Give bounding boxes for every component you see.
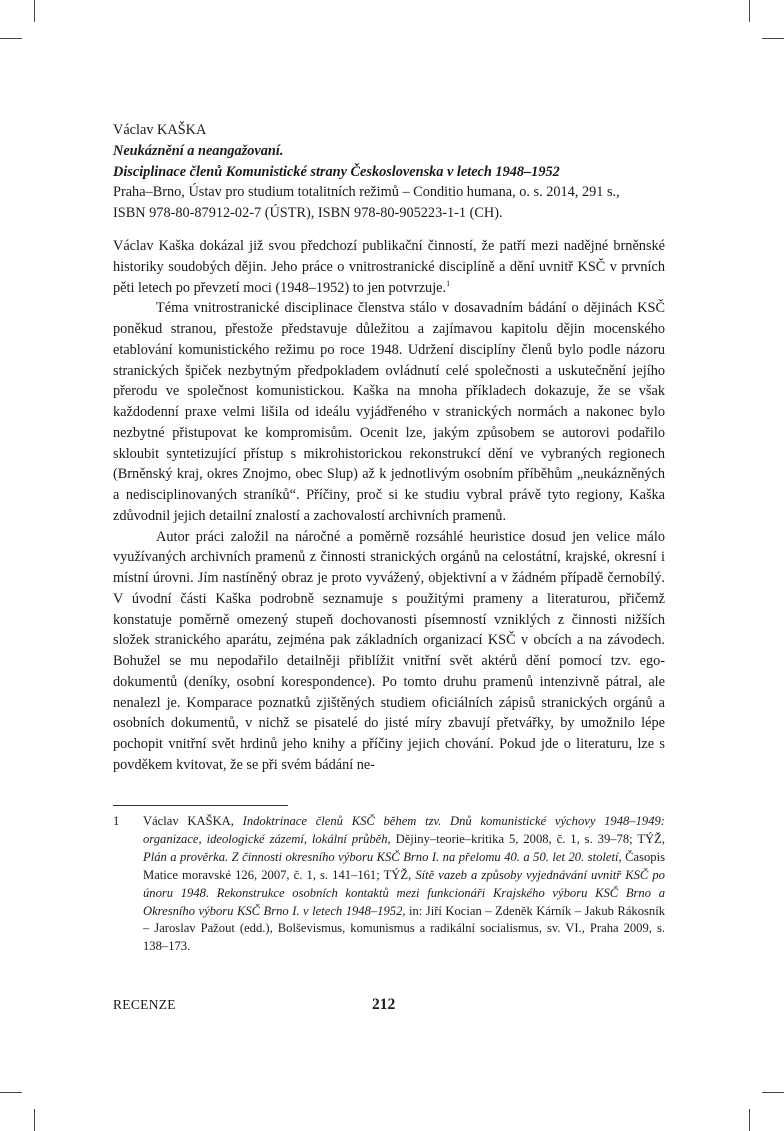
crop-mark bbox=[749, 1109, 750, 1131]
footnote-title: Sítě vazeb a způsoby vyjednávání uvnitř KSČ po únoru 1948. Rekonstrukce osobních kontaktů mezi funkcionáři Krajského výboru KSČ Brno a Okresního výboru KSČ Brno I. v letech 1948–1952 bbox=[143, 867, 665, 918]
footnote-number: 1 bbox=[113, 814, 120, 828]
page-number: 212 bbox=[372, 996, 396, 1013]
book-subtitle: Disciplinace členů Komunistické strany Československa v letech 1948–1952 bbox=[113, 163, 560, 180]
footnote-title: Indoktrinace členů KSČ během tzv. Dnů komunistické výchovy 1948–1949: organizace, ideologické zázemí, lokální průběh bbox=[143, 814, 666, 846]
paragraph: Autor práci založil na náročné a poměrně rozsáhlé heuristice dosud jen velice málo využívaných archivních pramenů z činnosti stranických orgánů na celostátní, krajské, okresní i místní úrovni. Jím nastíněný obraz je proto vyvážený, objektivní a v žádném případě černobílý. V úvodní části Kaška podrobně seznamuje s použitými prameny a literaturou, přičemž konstatuje poměrně omezený stupeň dochovanosti písemností vzniklých z činnosti nižších složek stranického aparátu, zejména pak základních organizací KSČ v obcích a na závodech. Bohužel se mu nepodařilo detailněji přiblížit vnitřní svět aktérů dění pomocí tzv. ego-dokumentů (deníky, osobní korespondence). Po tomto druhu pramenů intenzivně pátral, ale nenalezl je. Komparace poznatků zjištěných studiem oficiálních zápisů stranických orgánů a osobních dokumentů, v nichž se pisatelé do jisté míry zbavují přetvářky, by umožnilo lépe pochopit vnitřní svět hrdinů jeho knihy a příčiny jejich chování. Pokud jde o literaturu, lze s povděkem kvitovat, že se při svém bádání ne- bbox=[113, 528, 665, 773]
paragraph: Téma vnitrostranické disciplinace členstva stálo v dosavadním bádání o dějinách KSČ poněkud stranou, přestože představuje důležitou a zajímavou kapitolu dějin mocenského etablování komunistického režimu po roce 1948. Udržení disciplíny členů bylo podle názoru stranických špiček nezbytným předpokladem ovládnutí celé společnosti a uskutečnění jejího přerodu ve společnost komunistickou. Kaška na mnoha příkladech dokazuje, že se však každodenní praxe velmi lišila od ideálu vyjádřeného v stranických normách a nakonec bylo nezbytné přistupovat ke kompromisům. Ocenit lze, jakým způsobem se autorovi podařilo skloubit syntetizující přístup s mikrohistorickou rekonstrukcí dění ve vybraných regionech (Brněnský kraj, okres Znojmo, obec Slup) až k jednotlivým osobním příběhům „neukázněných a nedisciplinovaných straníků“. Příčiny, proč si ke studiu vybral právě tyto regiony, Kaška zdůvodnil jejich detailní znalostí a zachovalostí archivních pramenů. bbox=[113, 300, 665, 524]
crop-mark bbox=[762, 38, 784, 39]
crop-mark bbox=[749, 0, 750, 22]
paragraph bbox=[113, 236, 665, 298]
isbn-info: ISBN 978-80-87912-02-7 (ÚSTR), ISBN 978-80-905223-1-1 (CH). bbox=[113, 205, 503, 222]
footnote-segment: , Časopis Matice moravské 126, 2007, č. 1, s. 141–161; TÝŽ, bbox=[143, 849, 665, 882]
crop-mark bbox=[0, 1092, 22, 1093]
crop-mark bbox=[762, 1092, 784, 1093]
book-title: Neukáznění a neangažovaní. bbox=[113, 142, 284, 159]
footnote-segment: Václav KAŠKA, bbox=[143, 814, 243, 828]
review-header bbox=[113, 120, 665, 224]
crop-mark bbox=[34, 1109, 35, 1131]
footnote-segment: , Dějiny–teorie–kritika 5, 2008, č. 1, s. 39–78; TÝŽ, bbox=[387, 831, 665, 846]
review-body bbox=[113, 236, 665, 776]
section-label: RECENZE bbox=[113, 997, 176, 1012]
footnote-ref[interactable]: 1 bbox=[446, 278, 451, 288]
footnote-text bbox=[143, 813, 665, 956]
publication-info: Praha–Brno, Ústav pro studium totalitních režimů – Conditio humana, o. s. 2014, 291 s., bbox=[113, 184, 620, 201]
footnote-divider bbox=[113, 805, 288, 806]
crop-mark bbox=[0, 38, 22, 39]
footnote bbox=[113, 813, 665, 956]
paragraph-text: Václav Kaška dokázal již svou předchozí publikační činností, že patří mezi nadějné brněnské historiky soudobých dějin. Jeho práce o vnitrostranické disciplíně a dění uvnitř KSČ v prvních pěti letech po převzetí moci (1948–1952) to jen potvrzuje. bbox=[113, 238, 665, 296]
footnote-title: Plán a prověrka. Z činnosti okresního výboru KSČ Brno I. na přelomu 40. a 50. let 20. století bbox=[143, 849, 619, 864]
footnote-segment: , in: Jiří Kocian – Zdeněk Kárník – Jakub Rákosník – Jaroslav Pažout (edd.), Bolševismus, komunismus a radikální socialismus, sv. VI., Praha 2009, s. 138–173. bbox=[143, 903, 665, 954]
book-author: Václav KAŠKA bbox=[113, 122, 207, 138]
crop-mark bbox=[34, 0, 35, 22]
